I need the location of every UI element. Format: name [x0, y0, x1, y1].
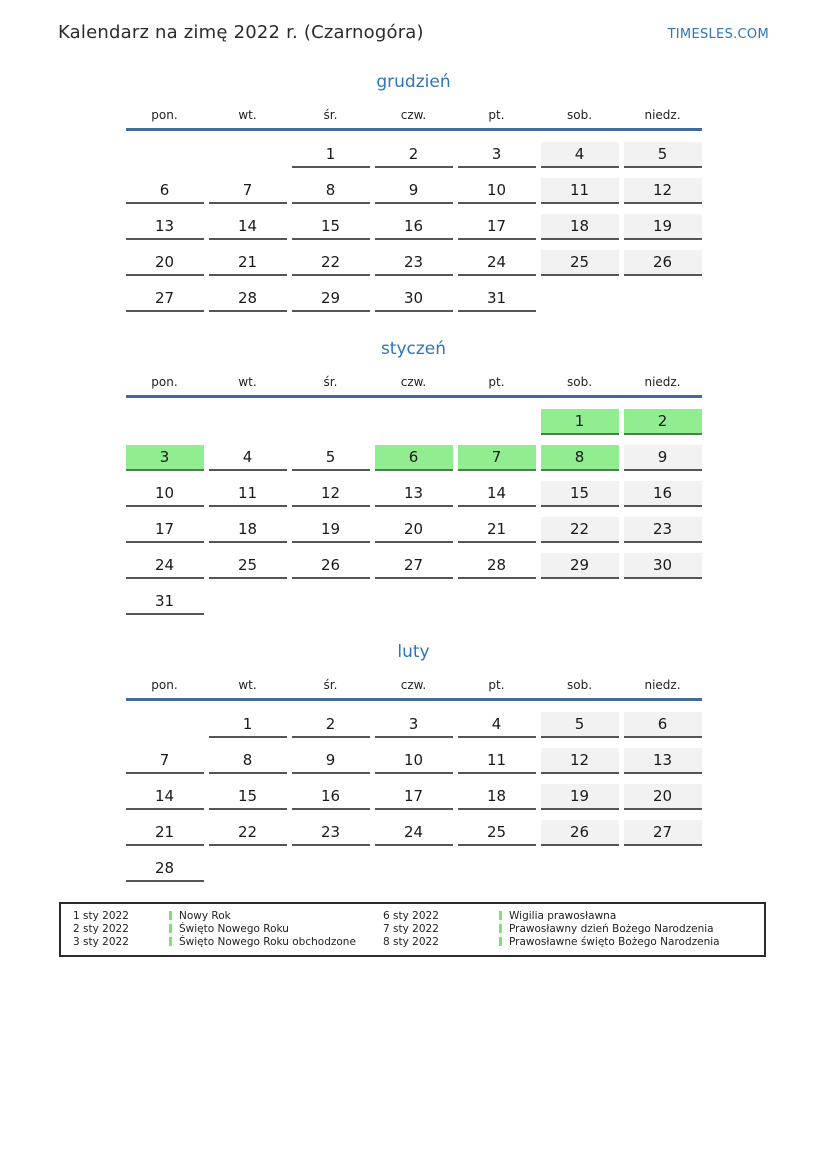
day-cell: 1 — [541, 409, 619, 435]
day-cell: 12 — [624, 178, 702, 204]
weekday-label: śr. — [323, 678, 338, 692]
legend-holiday-name: Święto Nowego Roku — [179, 923, 289, 935]
legend-holiday-name: Święto Nowego Roku obchodzone — [179, 936, 356, 948]
legend-date: 8 sty 2022 — [383, 936, 439, 948]
legend-entry — [169, 923, 383, 936]
empty-cell — [126, 409, 204, 435]
day-cell: 8 — [541, 445, 619, 471]
weekday-label: czw. — [400, 678, 427, 692]
weekday-label: pt. — [488, 375, 505, 389]
month-styczen — [126, 338, 702, 615]
holiday-marker — [169, 911, 172, 920]
empty-cell — [126, 142, 204, 168]
day-cell: 18 — [458, 784, 536, 810]
day-cell: 29 — [541, 553, 619, 579]
day-cell: 21 — [126, 820, 204, 846]
weekday-label: czw. — [400, 108, 427, 122]
day-cell: 1 — [292, 142, 370, 168]
day-cell: 8 — [292, 178, 370, 204]
day-cell: 21 — [209, 250, 287, 276]
holiday-marker — [499, 937, 502, 946]
holiday-marker — [169, 937, 172, 946]
day-cell: 20 — [126, 250, 204, 276]
day-cell: 25 — [541, 250, 619, 276]
day-cell: 22 — [209, 820, 287, 846]
month-title: grudzień — [376, 72, 451, 92]
day-cell: 23 — [624, 517, 702, 543]
day-cell: 19 — [541, 784, 619, 810]
month-title: luty — [397, 642, 430, 662]
day-cell: 4 — [541, 142, 619, 168]
day-cell: 9 — [292, 748, 370, 774]
weekday-label: pt. — [488, 678, 505, 692]
day-cell: 20 — [624, 784, 702, 810]
empty-cell — [292, 409, 370, 435]
legend-entry — [499, 910, 758, 923]
empty-cell — [541, 856, 619, 882]
day-cell: 27 — [624, 820, 702, 846]
day-cell: 7 — [126, 748, 204, 774]
day-cell: 16 — [292, 784, 370, 810]
day-cell: 15 — [541, 481, 619, 507]
legend-entry — [169, 936, 383, 949]
day-cell: 28 — [458, 553, 536, 579]
weekday-label: sob. — [566, 678, 593, 692]
month-header-rule — [126, 698, 702, 701]
day-cell: 24 — [375, 820, 453, 846]
day-cell: 2 — [375, 142, 453, 168]
month-luty — [126, 641, 702, 882]
empty-cell — [292, 589, 370, 615]
day-cell: 13 — [624, 748, 702, 774]
legend-entry — [169, 910, 383, 923]
day-cell: 25 — [209, 553, 287, 579]
day-cell: 1 — [209, 712, 287, 738]
empty-cell — [458, 589, 536, 615]
day-cell: 27 — [126, 286, 204, 312]
weekday-label: pon. — [151, 108, 178, 122]
weekday-label: pt. — [488, 108, 505, 122]
day-cell: 3 — [126, 445, 204, 471]
month-title: styczeń — [380, 339, 447, 359]
empty-cell — [624, 286, 702, 312]
legend-holiday-name: Nowy Rok — [179, 910, 231, 922]
day-cell: 24 — [458, 250, 536, 276]
legend-date: 3 sty 2022 — [73, 936, 129, 948]
legend-date: 2 sty 2022 — [73, 923, 129, 935]
weekday-label: wt. — [238, 375, 257, 389]
day-cell: 26 — [541, 820, 619, 846]
day-cell: 4 — [209, 445, 287, 471]
empty-cell — [209, 856, 287, 882]
day-cell: 14 — [209, 214, 287, 240]
legend-date: 6 sty 2022 — [383, 910, 439, 922]
day-cell: 19 — [292, 517, 370, 543]
day-cell: 2 — [292, 712, 370, 738]
calendar-months-container — [126, 71, 702, 882]
day-cell: 15 — [209, 784, 287, 810]
day-cell: 15 — [292, 214, 370, 240]
day-cell: 7 — [209, 178, 287, 204]
legend-holiday-name: Wigilia prawosławna — [509, 910, 617, 922]
weekday-label: pon. — [151, 678, 178, 692]
day-cell: 6 — [126, 178, 204, 204]
weekday-label: niedz. — [644, 678, 681, 692]
day-grid — [126, 142, 702, 312]
day-cell: 23 — [375, 250, 453, 276]
day-cell: 11 — [209, 481, 287, 507]
site-link[interactable]: TIMESLES.COM — [667, 27, 769, 42]
weekday-header-row — [126, 108, 702, 122]
day-cell: 29 — [292, 286, 370, 312]
day-cell: 17 — [375, 784, 453, 810]
empty-cell — [126, 712, 204, 738]
empty-cell — [209, 142, 287, 168]
month-header-rule — [126, 395, 702, 398]
weekday-label: śr. — [323, 375, 338, 389]
day-cell: 17 — [458, 214, 536, 240]
day-cell: 10 — [375, 748, 453, 774]
month-header-rule — [126, 128, 702, 131]
day-cell: 5 — [624, 142, 702, 168]
holiday-marker — [169, 924, 172, 933]
day-cell: 12 — [292, 481, 370, 507]
empty-cell — [292, 856, 370, 882]
empty-cell — [458, 856, 536, 882]
legend-date: 1 sty 2022 — [73, 910, 129, 922]
day-cell: 9 — [375, 178, 453, 204]
empty-cell — [541, 286, 619, 312]
day-cell: 4 — [458, 712, 536, 738]
weekday-label: niedz. — [644, 108, 681, 122]
holiday-marker — [499, 911, 502, 920]
day-cell: 11 — [541, 178, 619, 204]
empty-cell — [375, 589, 453, 615]
day-cell: 10 — [126, 481, 204, 507]
page-header — [0, 0, 827, 43]
weekday-label: wt. — [238, 678, 257, 692]
day-cell: 8 — [209, 748, 287, 774]
page-title: Kalendarz na zimę 2022 r. (Czarnogóra) — [58, 22, 424, 43]
day-cell: 28 — [209, 286, 287, 312]
weekday-label: pon. — [151, 375, 178, 389]
weekday-header-row — [126, 375, 702, 389]
empty-cell — [375, 856, 453, 882]
empty-cell — [375, 409, 453, 435]
day-cell: 18 — [541, 214, 619, 240]
legend-date: 7 sty 2022 — [383, 923, 439, 935]
day-cell: 19 — [624, 214, 702, 240]
weekday-label: sob. — [566, 375, 593, 389]
day-grid — [126, 712, 702, 882]
day-cell: 26 — [292, 553, 370, 579]
weekday-header-row — [126, 678, 702, 692]
day-cell: 30 — [624, 553, 702, 579]
day-cell: 13 — [126, 214, 204, 240]
day-cell: 9 — [624, 445, 702, 471]
weekday-label: sob. — [566, 108, 593, 122]
day-grid — [126, 409, 702, 615]
day-cell: 28 — [126, 856, 204, 882]
day-cell: 5 — [292, 445, 370, 471]
day-cell: 18 — [209, 517, 287, 543]
day-cell: 3 — [375, 712, 453, 738]
day-cell: 21 — [458, 517, 536, 543]
empty-cell — [209, 589, 287, 615]
day-cell: 14 — [458, 481, 536, 507]
weekday-label: czw. — [400, 375, 427, 389]
day-cell: 2 — [624, 409, 702, 435]
day-cell: 27 — [375, 553, 453, 579]
day-cell: 5 — [541, 712, 619, 738]
day-cell: 31 — [126, 589, 204, 615]
day-cell: 13 — [375, 481, 453, 507]
day-cell: 31 — [458, 286, 536, 312]
day-cell: 10 — [458, 178, 536, 204]
day-cell: 12 — [541, 748, 619, 774]
month-grudzien — [126, 71, 702, 312]
day-cell: 7 — [458, 445, 536, 471]
day-cell: 22 — [292, 250, 370, 276]
empty-cell — [624, 589, 702, 615]
empty-cell — [458, 409, 536, 435]
empty-cell — [624, 856, 702, 882]
day-cell: 14 — [126, 784, 204, 810]
day-cell: 24 — [126, 553, 204, 579]
day-cell: 16 — [624, 481, 702, 507]
empty-cell — [209, 409, 287, 435]
day-cell: 25 — [458, 820, 536, 846]
day-cell: 30 — [375, 286, 453, 312]
legend-entry — [499, 936, 758, 949]
weekday-label: niedz. — [644, 375, 681, 389]
day-cell: 6 — [375, 445, 453, 471]
empty-cell — [541, 589, 619, 615]
day-cell: 26 — [624, 250, 702, 276]
day-cell: 23 — [292, 820, 370, 846]
day-cell: 16 — [375, 214, 453, 240]
legend-holiday-name: Prawosławne święto Bożego Narodzenia — [509, 936, 720, 948]
holiday-marker — [499, 924, 502, 933]
day-cell: 20 — [375, 517, 453, 543]
day-cell: 3 — [458, 142, 536, 168]
day-cell: 11 — [458, 748, 536, 774]
day-cell: 6 — [624, 712, 702, 738]
weekday-label: śr. — [323, 108, 338, 122]
holiday-legend-box — [59, 902, 766, 957]
legend-entry — [499, 923, 758, 936]
legend-holiday-name: Prawosławny dzień Bożego Narodzenia — [509, 923, 714, 935]
day-cell: 17 — [126, 517, 204, 543]
weekday-label: wt. — [238, 108, 257, 122]
day-cell: 22 — [541, 517, 619, 543]
